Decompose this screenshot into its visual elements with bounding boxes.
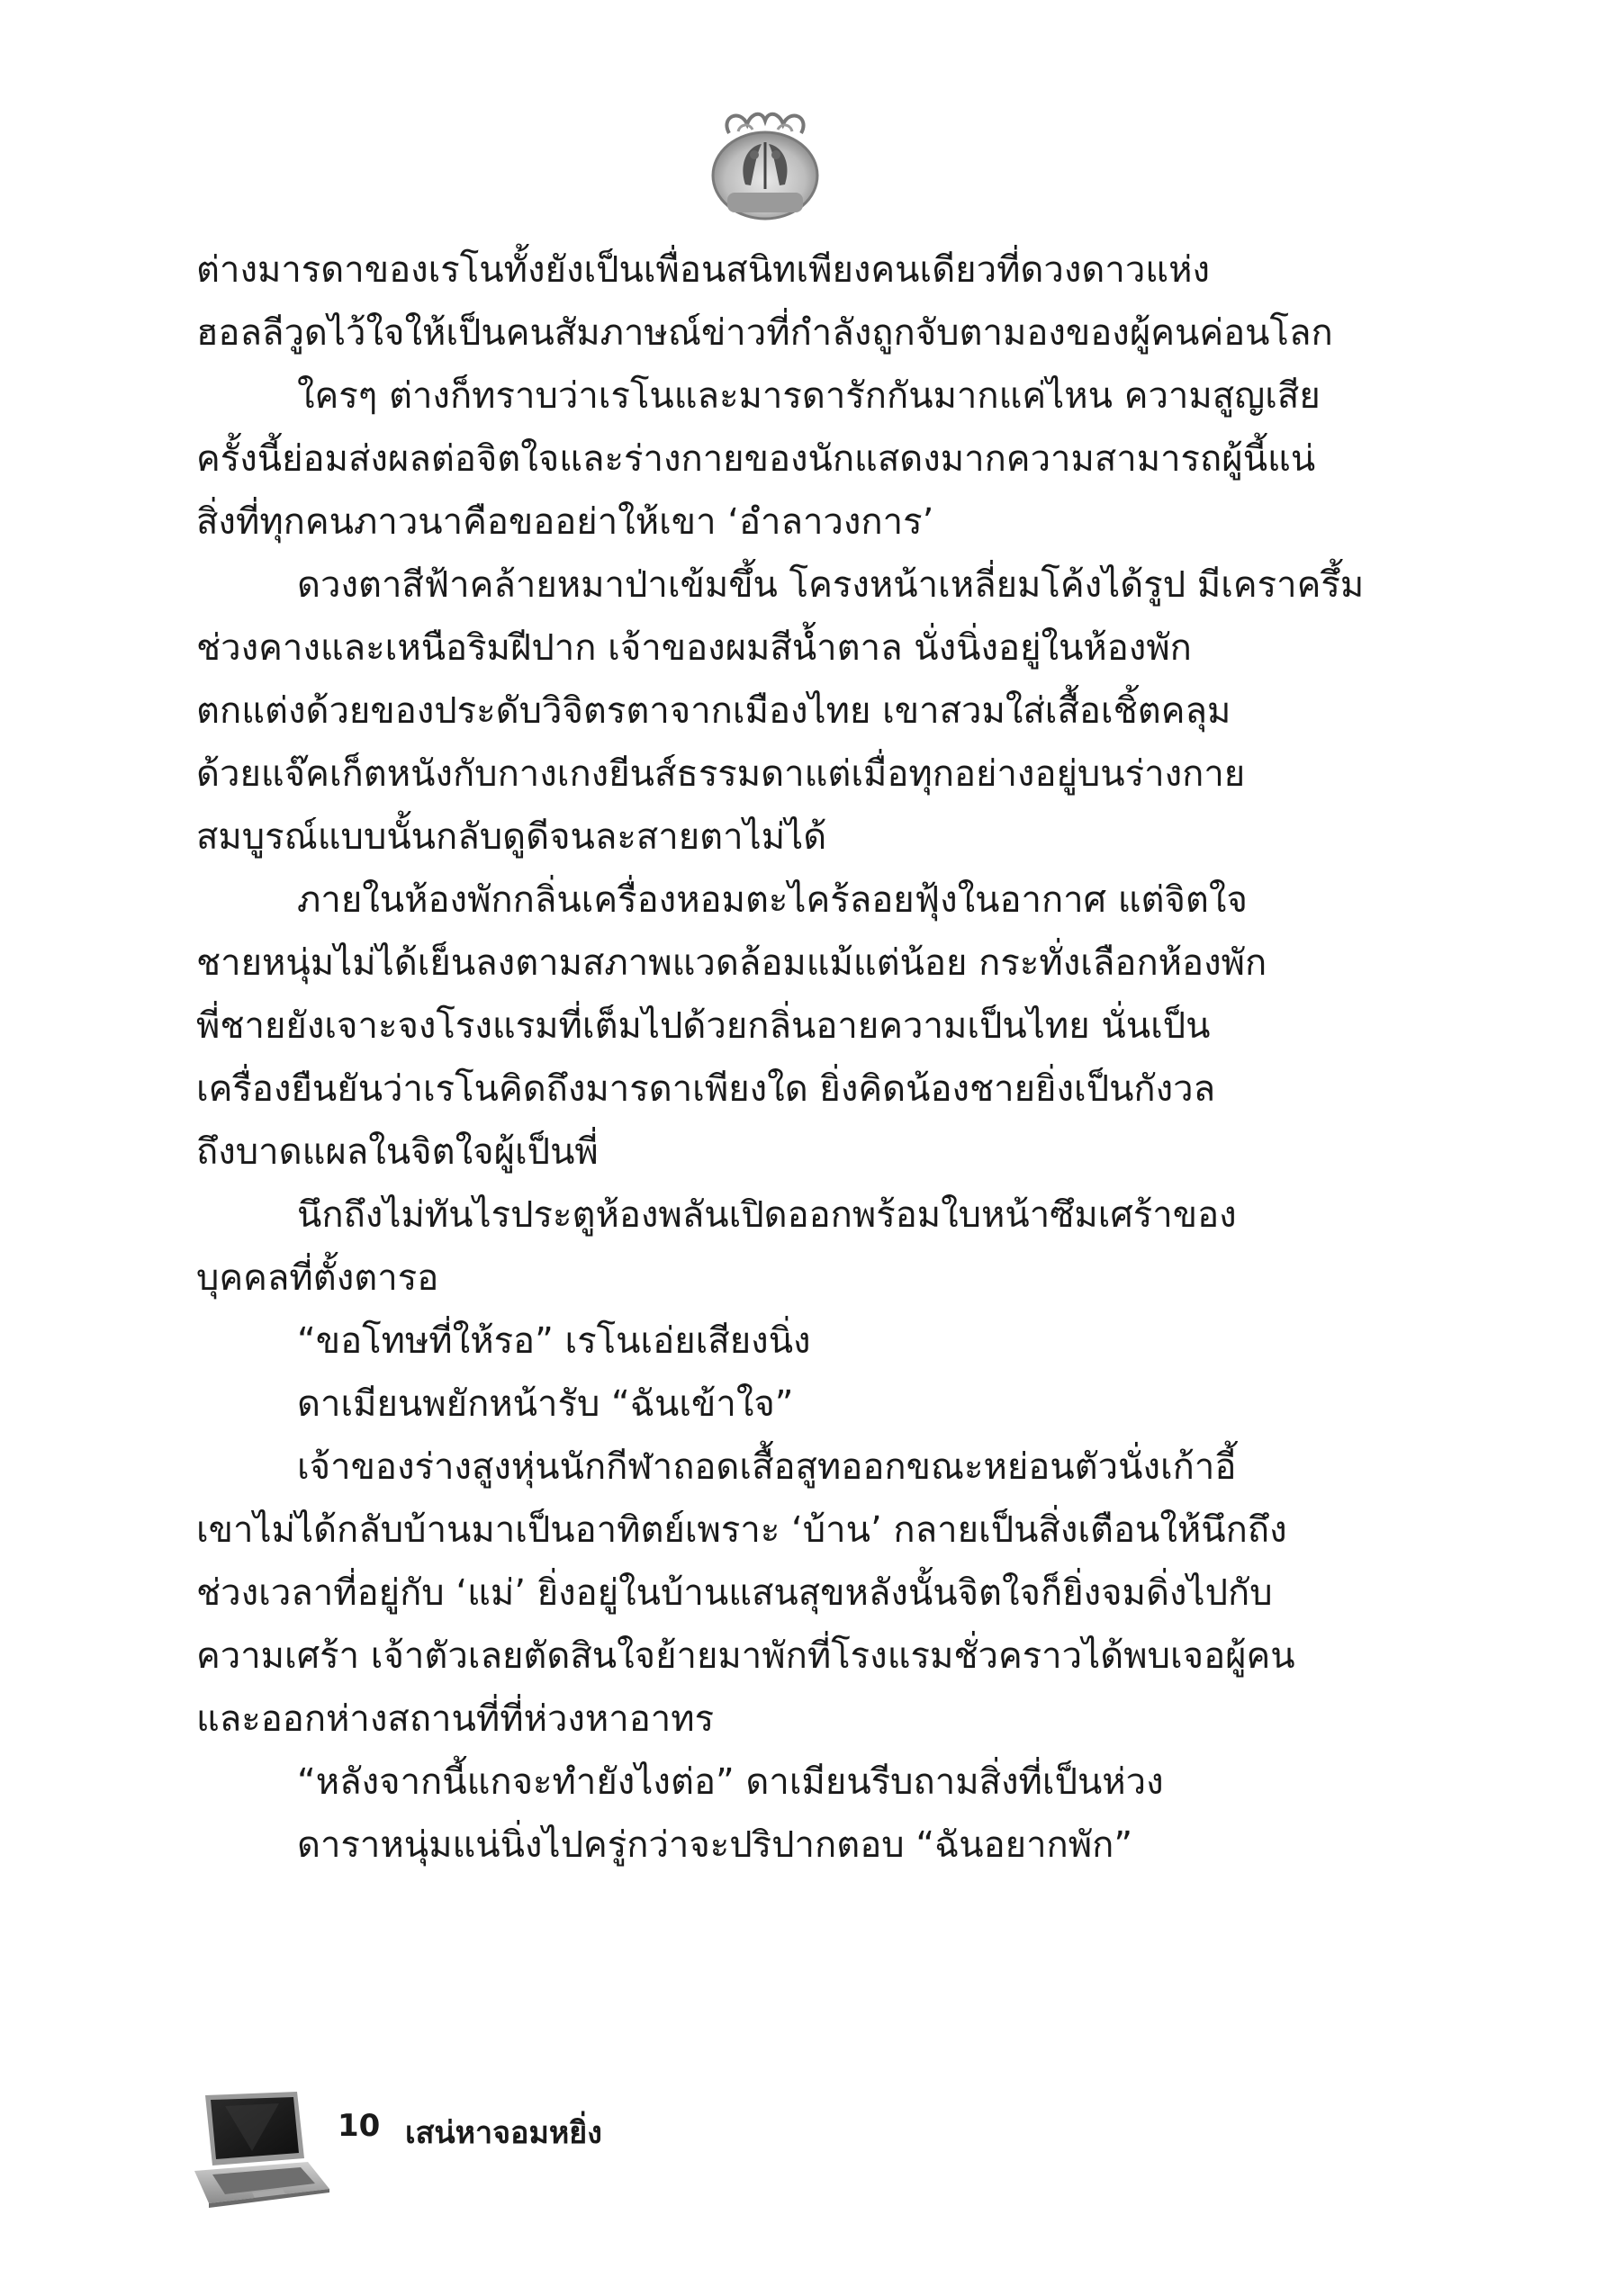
page-number: 10 bbox=[338, 2108, 381, 2144]
text-line: ความเศร้า เจ้าตัวเลยตัดสินใจย้ายมาพักที่โรงแรมชั่วคราวได้พบเจอผู้คน bbox=[196, 1635, 1295, 1677]
text-line: ใครๆ ต่างก็ทราบว่าเรโนและมารดารักกันมากแค่ไหน ความสูญเสีย bbox=[297, 375, 1321, 417]
laptop-icon bbox=[189, 2088, 333, 2214]
text-line: และออกห่างสถานที่ที่ห่วงหาอาทร bbox=[196, 1698, 715, 1740]
text-line: ดวงตาสีฟ้าคล้ายหมาป่าเข้มขึ้น โครงหน้าเหลี่ยมโค้งได้รูป มีเคราครึ้ม bbox=[297, 564, 1365, 606]
text-line: ตกแต่งด้วยของประดับวิจิตรตาจากเมืองไทย เขาสวมใส่เสื้อเชิ้ตคลุม bbox=[196, 690, 1231, 732]
text-line: บุคคลที่ตั้งตารอ bbox=[196, 1257, 439, 1299]
feather-quill-emblem-icon bbox=[675, 99, 855, 225]
text-line: ต่างมารดาของเรโนทั้งยังเป็นเพื่อนสนิทเพียงคนเดียวที่ดวงดาวแห่ง bbox=[196, 249, 1210, 291]
body-text bbox=[196, 239, 1366, 1877]
text-line: ถึงบาดแผลในจิตใจผู้เป็นพี่ bbox=[196, 1131, 599, 1173]
text-line: เขาไม่ได้กลับบ้านมาเป็นอาทิตย์เพราะ ‘บ้าน’ กลายเป็นสิ่งเตือนให้นึกถึง bbox=[196, 1509, 1287, 1551]
text-line: นึกถึงไม่ทันไรประตูห้องพลันเปิดออกพร้อมใบหน้าซึมเศร้าของ bbox=[297, 1194, 1237, 1236]
text-line: ครั้งนี้ย่อมส่งผลต่อจิตใจและร่างกายของนักแสดงมากความสามารถผู้นี้แน่ bbox=[196, 438, 1316, 480]
text-line: ช่วงเวลาที่อยู่กับ ‘แม่’ ยิ่งอยู่ในบ้านแสนสุขหลังนั้นจิตใจก็ยิ่งจมดิ่งไปกับ bbox=[196, 1572, 1273, 1614]
text-line: ดาราหนุ่มแน่นิ่งไปครู่กว่าจะปริปากตอบ “ฉันอยากพัก” bbox=[297, 1824, 1133, 1866]
text-line: ฮอลลีวูดไว้ใจให้เป็นคนสัมภาษณ์ข่าวที่กำลังถูกจับตามองของผู้คนค่อนโลก bbox=[196, 312, 1333, 354]
text-line: สิ่งที่ทุกคนภาวนาคือขออย่าให้เขา ‘อำลาวงการ’ bbox=[196, 501, 934, 543]
text-line: ด้วยแจ๊คเก็ตหนังกับกางเกงยีนส์ธรรมดาแต่เมื่อทุกอย่างอยู่บนร่างกาย bbox=[196, 753, 1246, 795]
page-footer bbox=[189, 2088, 819, 2223]
text-line: เครื่องยืนยันว่าเรโนคิดถึงมารดาเพียงใด ยิ่งคิดน้องชายยิ่งเป็นกังวล bbox=[196, 1068, 1216, 1110]
text-line: ช่วงคางและเหนือริมฝีปาก เจ้าของผมสีน้ำตาล นั่งนิ่งอยู่ในห้องพัก bbox=[196, 627, 1192, 669]
text-line: ดาเมียนพยักหน้ารับ “ฉันเข้าใจ” bbox=[297, 1383, 794, 1425]
text-line: ภายในห้องพักกลิ่นเครื่องหอมตะไคร้ลอยฟุ้งในอากาศ แต่จิตใจ bbox=[297, 879, 1248, 921]
book-title: เสน่หาจอมหยิ่ง bbox=[405, 2115, 602, 2151]
text-line: “ขอโทษที่ให้รอ” เรโนเอ่ยเสียงนิ่ง bbox=[297, 1320, 811, 1362]
text-line: สมบูรณ์แบบนั้นกลับดูดีจนละสายตาไม่ได้ bbox=[196, 816, 827, 858]
text-line: “หลังจากนี้แกจะทำยังไงต่อ” ดาเมียนรีบถามสิ่งที่เป็นห่วง bbox=[297, 1761, 1164, 1803]
text-line: เจ้าของร่างสูงหุ่นนักกีฬาถอดเสื้อสูทออกขณะหย่อนตัวนั่งเก้าอี้ bbox=[297, 1446, 1237, 1488]
text-line: ชายหนุ่มไม่ได้เย็นลงตามสภาพแวดล้อมแม้แต่น้อย กระทั่งเลือกห้องพัก bbox=[196, 942, 1267, 984]
text-line: พี่ชายยังเจาะจงโรงแรมที่เต็มไปด้วยกลิ่นอายความเป็นไทย นั่นเป็น bbox=[196, 1005, 1211, 1047]
